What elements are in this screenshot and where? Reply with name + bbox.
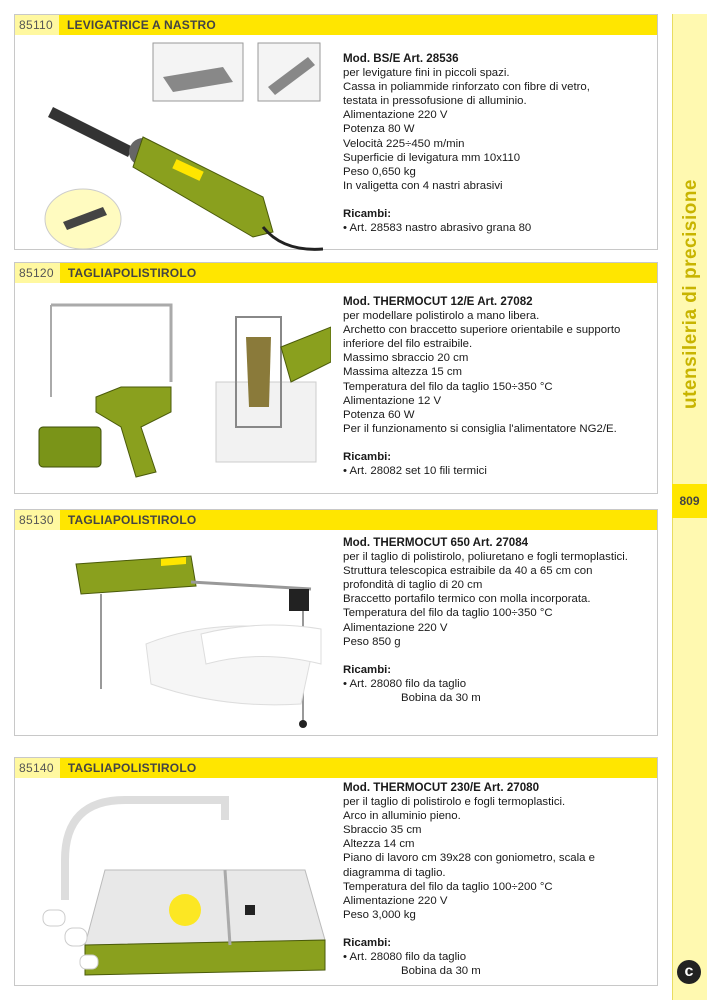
desc-line: Temperatura del filo da taglio 100÷200 °C <box>343 880 553 893</box>
desc-line: Cassa in poliammide rinforzato con fibre di vetro, <box>343 81 590 94</box>
spares-title: Ricambi: <box>343 936 392 949</box>
product-description <box>343 52 663 235</box>
spare-item: • Art. 28583 nastro abrasivo grana 80 <box>343 222 532 235</box>
desc-line: per levigature fini in piccoli spazi. <box>343 67 510 80</box>
desc-line: Sbraccio 35 cm <box>343 824 422 837</box>
spares-title: Ricambi: <box>343 207 392 220</box>
desc-line: per il taglio di polistirolo e fogli termoplastici. <box>343 796 566 809</box>
spare-item: • Art. 28082 set 10 fili termici <box>343 465 487 478</box>
product-code: 85140 <box>15 758 60 778</box>
product-name: TAGLIAPOLISTIROLO <box>67 266 197 280</box>
desc-line: inferiore del filo estraibile. <box>343 338 473 351</box>
section-header <box>15 263 657 283</box>
desc-line: Peso 850 g <box>343 635 401 648</box>
product-name: TAGLIAPOLISTIROLO <box>67 761 197 775</box>
desc-line: Massimo sbraccio 20 cm <box>343 352 469 365</box>
section-header <box>15 510 657 530</box>
desc-line: Per il funzionamento si consiglia l'alimentatore NG2/E. <box>343 422 617 435</box>
desc-line: In valigetta con 4 nastri abrasivi <box>343 179 503 192</box>
hot-wire-cutter-image <box>21 287 331 492</box>
desc-line: per il taglio di polistirolo, poliuretano e fogli termoplastici. <box>343 551 628 564</box>
product-description <box>343 781 663 978</box>
product-model: Mod. THERMOCUT 12/E Art. 27082 <box>343 295 533 308</box>
desc-line: Piano di lavoro cm 39x28 con goniometro, scala e <box>343 852 596 865</box>
table-cutter-image <box>25 780 335 985</box>
desc-line: Alimentazione 220 V <box>343 894 448 907</box>
product-section-85140 <box>14 757 658 986</box>
desc-line: Struttura telescopica estraibile da 40 a 65 cm con <box>343 565 593 578</box>
spare-item-detail: Bobina da 30 m <box>401 965 481 978</box>
product-section-85130 <box>14 509 658 736</box>
product-description <box>343 536 663 705</box>
desc-line: Alimentazione 220 V <box>343 621 448 634</box>
product-name: LEVIGATRICE A NASTRO <box>66 18 216 32</box>
desc-line: Arco in alluminio pieno. <box>343 810 461 823</box>
product-model: Mod. BS/E Art. 28536 <box>343 52 459 65</box>
telescopic-cutter-image <box>21 534 331 734</box>
spare-item-detail: Bobina da 30 m <box>401 691 481 704</box>
belt-sander-image <box>23 37 323 252</box>
desc-line: Alimentazione 12 V <box>343 394 442 407</box>
desc-line: Potenza 80 W <box>343 123 415 136</box>
desc-line: testata in pressofusione di alluminio. <box>343 95 527 108</box>
desc-line: diagramma di taglio. <box>343 866 446 879</box>
product-model: Mod. THERMOCUT 230/E Art. 27080 <box>343 781 540 794</box>
desc-line: Archetto con braccetto superiore orientabile e supporto <box>343 324 621 337</box>
desc-line: Peso 3,000 kg <box>343 908 416 921</box>
desc-line: profondità di taglio di 20 cm <box>343 579 483 592</box>
spares-title: Ricambi: <box>343 663 392 676</box>
desc-line: Altezza 14 cm <box>343 838 415 851</box>
desc-line: Peso 0,650 kg <box>343 165 416 178</box>
spare-item: • Art. 28080 filo da taglio <box>343 677 467 690</box>
product-code: 85130 <box>15 510 60 530</box>
product-section-85110 <box>14 14 658 250</box>
brand-logo: c <box>677 960 701 984</box>
desc-line: Potenza 60 W <box>343 408 415 421</box>
desc-line: Superficie di levigatura mm 10x110 <box>343 151 521 164</box>
section-header <box>15 15 657 35</box>
page-number: 809 <box>672 484 707 518</box>
product-section-85120 <box>14 262 658 494</box>
category-label: utensileria di precisione <box>680 178 701 410</box>
desc-line: Temperatura del filo da taglio 100÷350 °C <box>343 607 553 620</box>
desc-line: Velocità 225÷450 m/min <box>343 137 465 150</box>
product-model: Mod. THERMOCUT 650 Art. 27084 <box>343 536 529 549</box>
spares-title: Ricambi: <box>343 450 392 463</box>
desc-line: per modellare polistirolo a mano libera. <box>343 310 540 323</box>
product-code: 85120 <box>15 263 60 283</box>
desc-line: Temperatura del filo da taglio 150÷350 °C <box>343 380 553 393</box>
desc-line: Alimentazione 220 V <box>343 109 448 122</box>
desc-line: Massima altezza 15 cm <box>343 366 463 379</box>
product-description <box>343 295 663 478</box>
spare-item: • Art. 28080 filo da taglio <box>343 951 467 964</box>
section-header <box>15 758 657 778</box>
product-code: 85110 <box>15 15 59 35</box>
product-name: TAGLIAPOLISTIROLO <box>67 513 197 527</box>
desc-line: Braccetto portafilo termico con molla incorporata. <box>343 593 591 606</box>
